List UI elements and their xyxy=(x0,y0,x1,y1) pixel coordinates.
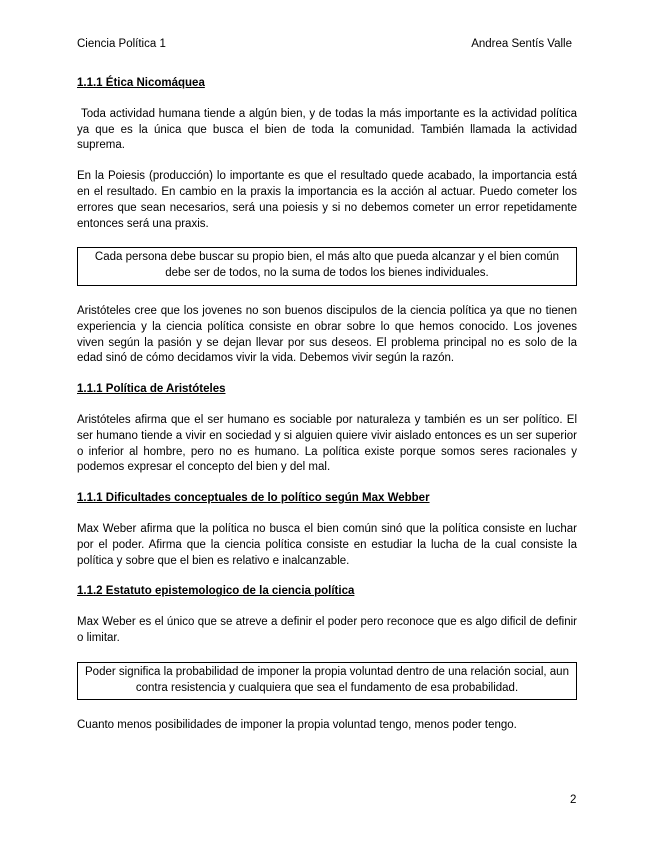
section-heading-politica: 1.1.1 Política de Aristóteles xyxy=(77,383,226,396)
paragraph: Toda actividad humana tiende a algún bien, y de todas la más importante es la actividad política ya que es la única que busca el bien de toda la comunidad. También llamada la actividad suprema. xyxy=(77,107,577,152)
header-author: Andrea Sentís Valle xyxy=(471,38,572,50)
paragraph: Max Weber es el único que se atreve a definir el poder pero reconoce que es algo dificil de definir o limitar. xyxy=(77,616,577,644)
header-course-title: Ciencia Política 1 xyxy=(77,38,166,50)
page-number: 2 xyxy=(570,794,577,806)
section-heading-estatuto: 1.1.2 Estatuto epistemologico de la ciencia política xyxy=(77,585,355,598)
section-heading-dificultades: 1.1.1 Dificultades conceptuales de lo político según Max Webber xyxy=(77,492,430,505)
quote-box: Poder significa la probabilidad de imponer la propia voluntad dentro de una relación social, aun contra resistencia y cualquiera que sea el fundamento de esa probabilidad. xyxy=(77,662,577,701)
paragraph: Aristóteles cree que los jovenes no son buenos discipulos de la ciencia política ya que no tienen experiencia y la ciencia política consiste en obrar sobre lo que hemos conocido. Los jovenes viven según la pasión y se dejan llevar por sus deseos. El problema principal no es solo de la edad sinó de cómo decidamos vivir la vida. Debemos vivir según la razón. xyxy=(77,304,577,365)
document-body xyxy=(77,76,577,749)
paragraph: En la Poiesis (producción) lo importante es que el resultado quede acabado, la importancia está en el resultado. En cambio en la praxis la importancia es la acción al actuar. Puedo cometer los errores que sean necesarios, será una poiesis y si no debemos cometer un error repetidamente entonces será una praxis. xyxy=(77,170,577,230)
page-header xyxy=(77,38,572,50)
paragraph: Aristóteles afirma que el ser humano es sociable por naturaleza y también es un ser político. El ser humano tiende a vivir en sociedad y si alguien quiere vivir aislado entonces es un ser superior o inferior al hombre, pero no es humano. La política existe porque somos seres racionales y podemos expresar el concepto del bien y del mal. xyxy=(77,413,577,474)
paragraph: Max Weber afirma que la política no busca el bien común sinó que la política consiste en luchar por el poder. Afirma que la ciencia política consiste en estudiar la lucha de la cual consiste la política y sobre que el bien es relativo e inalcanzable. xyxy=(77,522,577,567)
section-heading-etica: 1.1.1 Ética Nicomáquea xyxy=(77,77,205,89)
quote-box: Cada persona debe buscar su propio bien, el más alto que pueda alcanzar y el bien común debe ser de todos, no la suma de todos los bienes individuales. xyxy=(77,247,577,286)
paragraph: Cuanto menos posibilidades de imponer la propia voluntad tengo, menos poder tengo. xyxy=(77,719,517,732)
